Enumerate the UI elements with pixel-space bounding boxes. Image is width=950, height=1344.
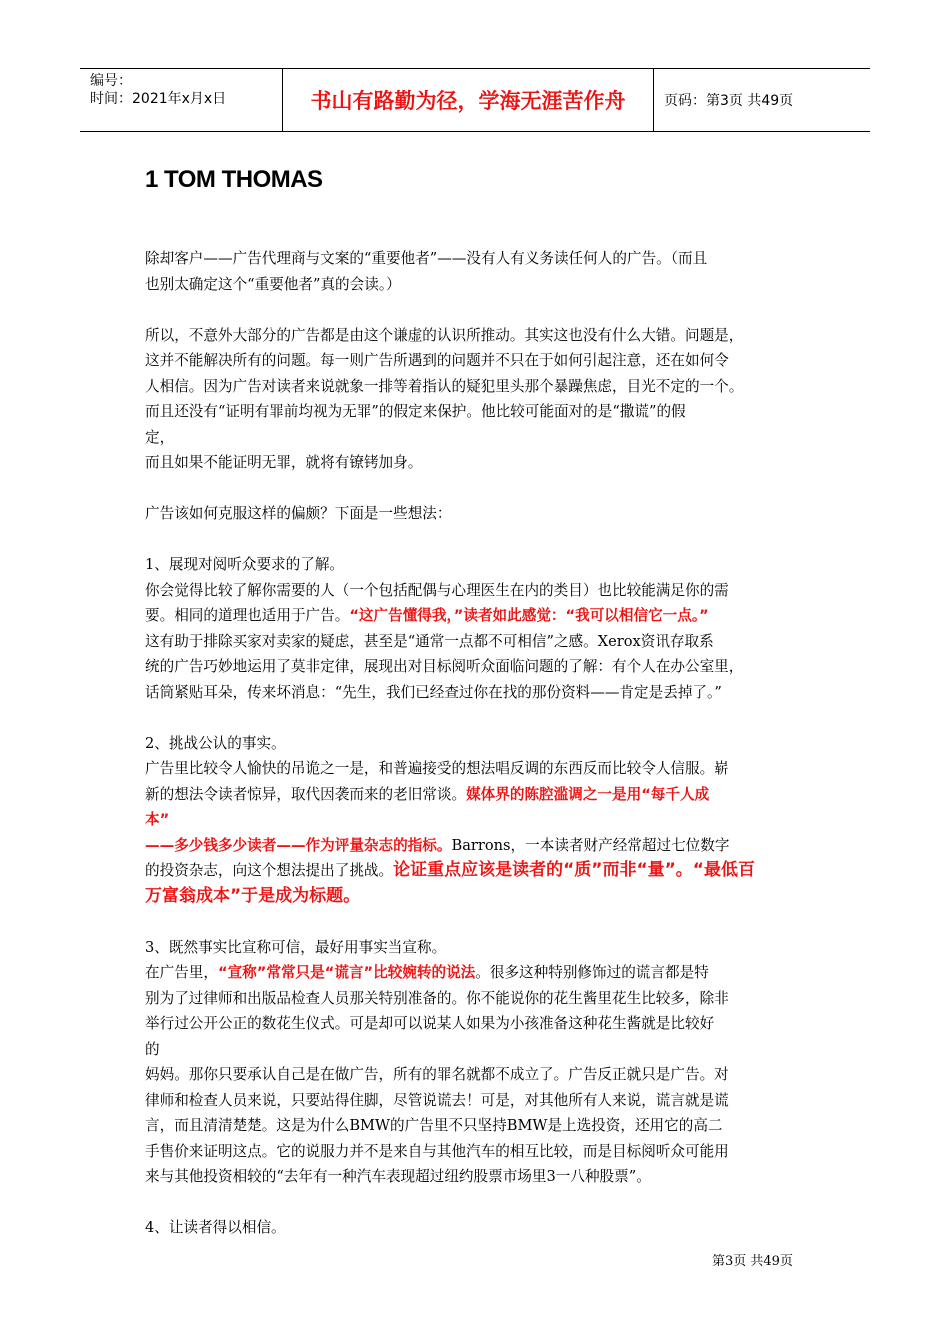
page-footer: 第3页 共49页 [712,1254,793,1269]
paragraph-question [145,501,810,527]
text-line: 言，而且清清楚楚。这是为什么BMW的广告里不只坚持BMW是上选投资，还用它的高二 [145,1117,723,1134]
text-line [145,603,810,629]
text-line: 广告里比较令人愉快的吊诡之一是，和普遍接受的想法唱反调的东西反而比较令人信服。崭 [145,760,729,777]
document-body [145,246,810,1266]
highlight-text: ——多少钱多少读者——作为评量杂志的指标。 [145,836,452,854]
text-line: 别为了过律师和出版品检查人员那关特别准备的。你不能说你的花生酱里花生比较多，除非 [145,989,729,1007]
paragraph-problem [145,323,810,476]
text-segment: Barrons，一本读者财产经常超过七位数字 [451,836,730,854]
text-line: 妈妈。那你只要承认自己是在做广告，所有的罪名就都不成立了。广告反正就只是广告。对 [145,1066,729,1083]
highlight-text: 媒体界的陈腔滥调之一是用“每千人成 [466,785,710,803]
text-line: 也别太确定这个“重要他者”真的会读。） [145,275,401,293]
section-heading: 2、挑战公认的事实。 [145,734,286,752]
section-4 [145,1215,810,1241]
text-line: 所以，不意外大部分的广告都是由这个谦虚的认识所推动。其实这也没有什么大错。问题是， [145,326,744,344]
text-line: 而且还没有“证明有罪前均视为无罪”的假定来保护。他比较可能面对的是“撒谎”的假 [145,403,686,420]
text-line: 统的广告巧妙地运用了莫非定律，展现出对目标阅听众面临问题的了解：有个人在办公室里， [145,658,744,675]
text-line [145,858,810,884]
header-page-info: 页码：第3页 共49页 [664,93,794,109]
text-line: 话筒紧贴耳朵，传来坏消息：“先生，我们已经查过你在找的那份资料——肯定是丢掉了。” [145,683,722,701]
text-segment: 新的想法令读者惊异，取代因袭而来的老旧常谈。 [145,785,467,803]
text-segment: 要。相同的道理也适用于广告。 [145,607,350,624]
highlight-text: “宣称”常常只是“谎言”比较婉转的说法 [217,964,476,981]
page-header [80,68,870,132]
section-heading: 3、既然事实比宣称可信，最好用事实当宣称。 [145,938,447,956]
highlight-text: 论证重点应该是读者的“质”而非“量”。“最低百 [393,860,755,880]
text-line: 律师和检查人员来说，只要站得住脚，尽管说谎去！可是，对其他所有人来说，谎言就是谎 [145,1091,729,1109]
text-line: 你会觉得比较了解你需要的人（一个包括配偶与心理医生在内的类目）也比较能满足你的需 [145,581,729,599]
paragraph-intro [145,246,810,297]
text-line: 除却客户——广告代理商与文案的“重要他者”——没有人有义务读任何人的广告。（而且 [145,250,708,267]
text-line: 的 [145,1040,160,1058]
header-motto: 书山有路勤为径，学海无涯苦作舟 [282,69,654,131]
section-1 [145,552,810,705]
highlight-text: 本” [145,811,170,828]
text-line: 来与其他投资相较的“去年有一种汽车表现超过纽约股票市场里3一八种股票”。 [145,1168,651,1185]
section-3 [145,935,810,1190]
highlight-text: “这广告懂得我，”读者如此感觉：“我可以相信它一点。” [349,607,709,624]
text-line: 定， [145,428,175,446]
text-line: 这并不能解决所有的问题。每一则广告所遇到的问题并不只在于如何引起注意，还在如何令 [145,352,729,369]
highlight-text: 万富翁成本”于是成为标题。 [145,885,361,906]
document-number-label: 编号： [90,73,132,89]
text-segment: 在广告里， [145,964,218,981]
text-line: 这有助于排除买家对卖家的疑虑，甚至是“通常一点都不可相信”之感。Xerox资讯存取系 [145,632,714,650]
text-segment: 。很多这种特别修饰过的谎言都是特 [475,964,709,981]
header-meta [80,69,282,131]
section-heading: 1、展现对阅听众要求的了解。 [145,556,345,573]
text-line: 人相信。因为广告对读者来说就象一排等着指认的疑犯里头那个暴躁焦虑，目光不定的一个。 [145,377,744,395]
text-line: 手售价来证明这点。它的说服力并不是来自与其他汽车的相互比较，而是目标阅听众可能用 [145,1142,729,1160]
section-heading: 4、让读者得以相信。 [145,1219,286,1236]
text-line [145,782,810,808]
text-line [145,833,810,859]
document-time-label: 时间：2021年x月x日 [90,91,227,107]
section-2 [145,731,810,910]
text-line: 广告该如何克服这样的偏颇？下面是一些想法： [145,505,452,522]
text-line: 而且如果不能证明无罪，就将有镣铐加身。 [145,454,423,471]
text-line: 举行过公开公正的数花生仪式。可是却可以说某人如果为小孩准备这种花生酱就是比较好 [145,1015,715,1032]
text-line [145,960,810,986]
text-segment: 的投资杂志，向这个想法提出了挑战。 [145,862,394,879]
document-title: 1 TOM THOMAS [145,166,323,193]
